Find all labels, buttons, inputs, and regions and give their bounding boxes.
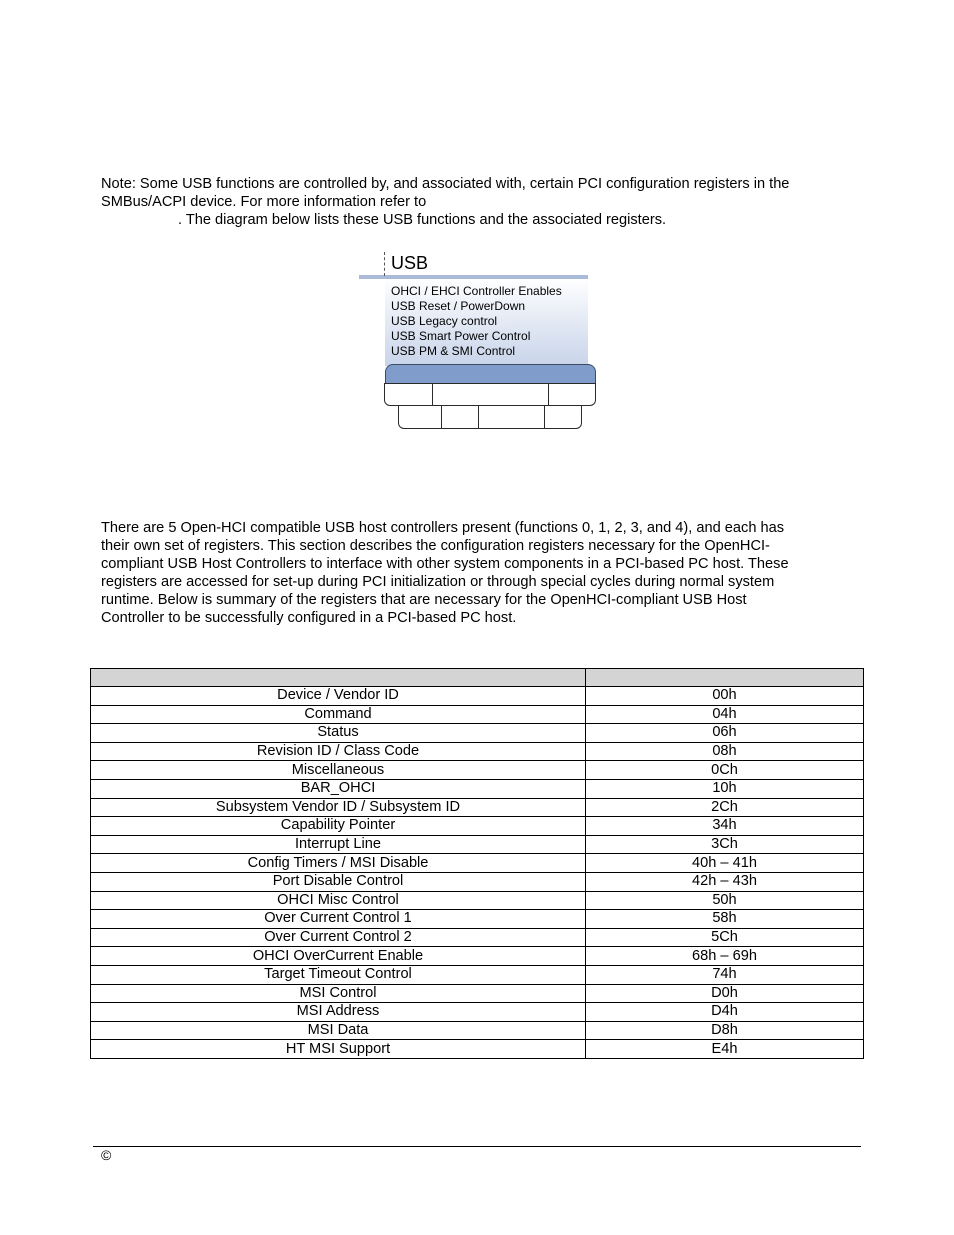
usb-diagram-title: USB [391,253,429,273]
register-name-cell: Config Timers / MSI Disable [91,854,586,873]
usb-function-diagram [355,250,605,435]
usb-panel-top-border [359,275,588,279]
register-offset-cell: D8h [586,1021,864,1040]
note-paragraph [101,175,861,229]
register-name-cell: MSI Control [91,984,586,1003]
register-name-cell: Capability Pointer [91,817,586,836]
register-box [441,405,479,429]
register-offset-cell: 3Ch [586,835,864,854]
register-name-cell: Over Current Control 1 [91,910,586,929]
register-offset-cell: D0h [586,984,864,1003]
register-offset-cell: 06h [586,724,864,743]
copyright-symbol: © [101,1147,112,1163]
register-offset-cell: 10h [586,779,864,798]
intro-line: runtime. Below is summary of the registers that are necessary for the OpenHCI-compliant USB Host [101,592,747,608]
register-name-cell: Status [91,724,586,743]
register-name-cell: Target Timeout Control [91,965,586,984]
register-offset-cell: 42h – 43h [586,872,864,891]
register-offset-cell: 40h – 41h [586,854,864,873]
table-row [91,947,864,966]
usb-function-item: USB Legacy control [391,314,498,328]
register-name-cell: Device / Vendor ID [91,687,586,706]
register-box [384,383,433,406]
register-name-cell: Port Disable Control [91,872,586,891]
register-summary-table [90,668,864,1059]
header-offset [586,669,864,687]
register-offset-cell: 74h [586,965,864,984]
table-row [91,779,864,798]
table-header-row [91,669,864,687]
register-name-cell: BAR_OHCI [91,779,586,798]
register-offset-cell: 50h [586,891,864,910]
register-name-cell: Revision ID / Class Code [91,742,586,761]
register-name-cell: Miscellaneous [91,761,586,780]
table-row [91,798,864,817]
intro-line: Controller to be successfully configured in a PCI-based PC host. [101,610,517,626]
intro-line: registers are accessed for set-up during PCI initialization or through special cycles during normal system [101,574,775,590]
usb-function-item: USB PM & SMI Control [391,344,516,358]
register-offset-cell: 34h [586,817,864,836]
register-name-cell: Interrupt Line [91,835,586,854]
footer-divider [93,1146,861,1147]
register-offset-cell: 5Ch [586,928,864,947]
register-box [398,405,442,429]
register-offset-cell: 04h [586,705,864,724]
table-row [91,687,864,706]
register-name-cell: HT MSI Support [91,1040,586,1059]
register-name-cell: Subsystem Vendor ID / Subsystem ID [91,798,586,817]
table-row [91,1021,864,1040]
register-offset-cell: 00h [586,687,864,706]
table-row [91,817,864,836]
register-box [544,405,582,429]
register-offset-cell: D4h [586,1003,864,1022]
register-name-cell: Over Current Control 2 [91,928,586,947]
usb-title-divider [384,252,385,276]
table-row [91,761,864,780]
intro-line: compliant USB Host Controllers to interface with other system components in a PCI-based PC host. These [101,556,789,572]
table-row [91,835,864,854]
register-offset-cell: 08h [586,742,864,761]
intro-line: their own set of registers. This section describes the configuration registers necessary for the OpenHCI- [101,538,770,554]
register-offset-cell: E4h [586,1040,864,1059]
register-offset-cell: 2Ch [586,798,864,817]
register-name-cell: Command [91,705,586,724]
table-row [91,1040,864,1059]
usb-function-item: USB Reset / PowerDown [391,299,526,313]
usb-function-item: OHCI / EHCI Controller Enables [391,284,562,298]
register-name-cell: MSI Address [91,1003,586,1022]
note-line-1: Note: Some USB functions are controlled by, and associated with, certain PCI configuration registers in the [101,176,790,192]
table-row [91,854,864,873]
table-row [91,742,864,761]
table-row [91,724,864,743]
table-row [91,1003,864,1022]
table-row [91,928,864,947]
register-offset-cell: 58h [586,910,864,929]
note-line-2: SMBus/ACPI device. For more information refer to [101,194,427,210]
register-box [432,383,549,406]
intro-paragraph [101,519,861,627]
table-row [91,872,864,891]
usb-function-list [391,284,562,359]
usb-function-item: USB Smart Power Control [391,329,531,343]
header-register-name [91,669,586,687]
table-row [91,891,864,910]
register-name-cell: OHCI OverCurrent Enable [91,947,586,966]
register-box [478,405,545,429]
register-name-cell: MSI Data [91,1021,586,1040]
intro-line: There are 5 Open-HCI compatible USB host controllers present (functions 0, 1, 2, 3, and 4), and each has [101,520,785,536]
table-row [91,965,864,984]
register-box [548,383,596,406]
register-name-cell: OHCI Misc Control [91,891,586,910]
table-row [91,984,864,1003]
table-row [91,705,864,724]
register-offset-cell: 68h – 69h [586,947,864,966]
register-offset-cell: 0Ch [586,761,864,780]
table-row [91,910,864,929]
note-line-3: . The diagram below lists these USB functions and the associated registers. [178,212,667,228]
